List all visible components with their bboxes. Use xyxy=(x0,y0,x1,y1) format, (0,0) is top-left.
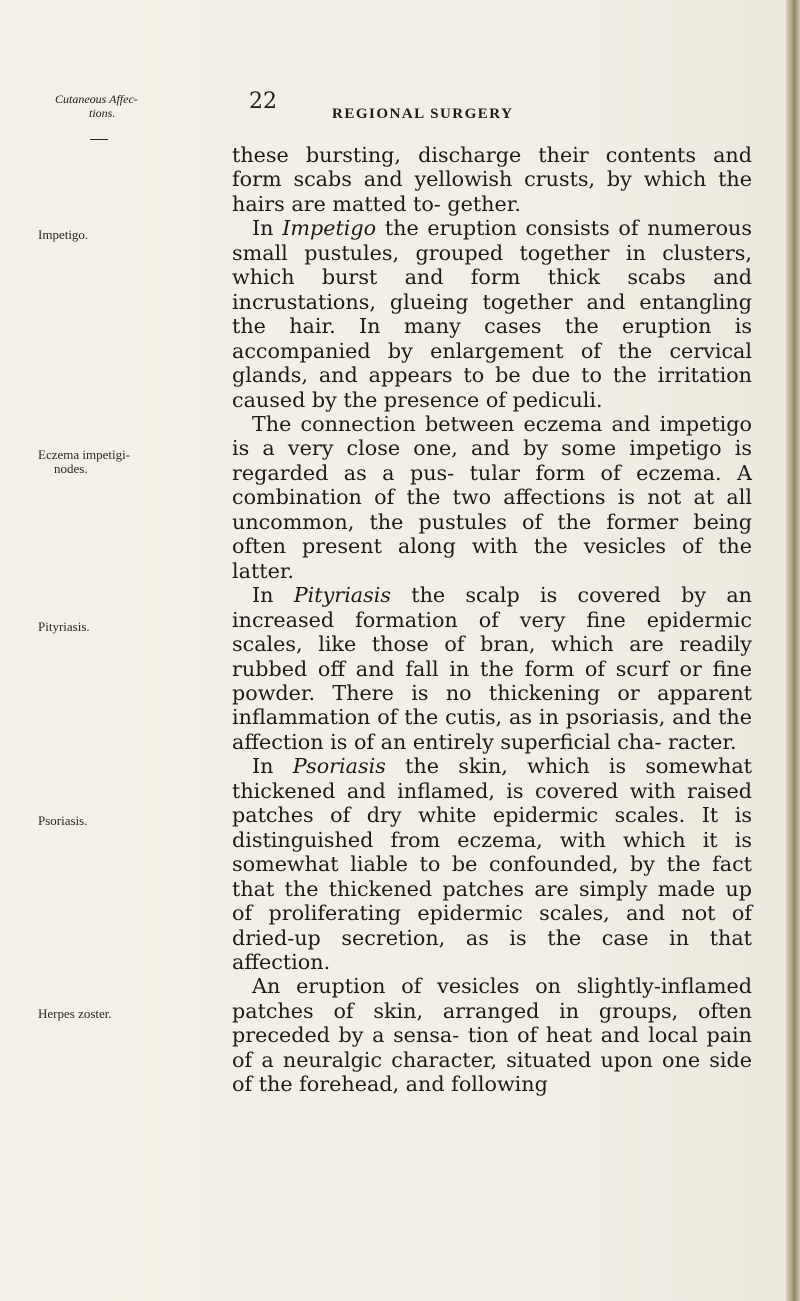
paragraph-pityriasis xyxy=(232,583,752,754)
paragraph-impetigo xyxy=(232,216,752,412)
body-text xyxy=(232,143,752,1097)
paragraph-lead: In xyxy=(252,216,283,241)
paragraph-text: the eruption consists of numerous small pustules, grouped together in clusters, which burst and form thick scabs and incrustations, glueing together and entangling the hair. In many cases the eruption is accompanied by enlargement of the cervical glands, and appears to be due to the irritation caused by the presence of pediculi. xyxy=(232,216,753,412)
sidenote-eczema-impetiginodes xyxy=(38,448,218,476)
sidenote-psoriasis: Psoriasis. xyxy=(38,813,88,828)
sidenote-line: nodes. xyxy=(54,461,88,476)
sidenote-pityriasis: Pityriasis. xyxy=(38,619,90,634)
margin-title-line: tions. xyxy=(89,106,116,120)
paragraph-lead: In xyxy=(252,583,294,608)
term-impetigo: Impetigo xyxy=(282,216,377,241)
margin-section-title xyxy=(55,92,165,120)
page-binding-edge xyxy=(786,0,800,1301)
paragraph-psoriasis xyxy=(232,754,752,974)
header-dash xyxy=(90,139,108,140)
paragraph-continuation: these bursting, discharge their contents and form scabs and yellowish crusts, by which the hairs are matted to- gether. xyxy=(232,143,752,216)
sidenote-impetigo: Impetigo. xyxy=(38,227,89,242)
sidenote-line: Eczema impetigi- xyxy=(38,447,131,462)
paragraph-herpes-zoster: An eruption of vesicles on slightly-inflamed patches of skin, arranged in groups, often preceded by a sensa- tion of heat and local pain of a neuralgic character, situated upon one side of the forehead, and following xyxy=(232,974,752,1097)
page-number: 22 xyxy=(249,89,277,114)
term-psoriasis: Psoriasis xyxy=(292,754,386,779)
margin-title-line: Cutaneous Affec- xyxy=(55,92,138,106)
paragraph-lead: In xyxy=(252,754,293,779)
running-head: REGIONAL SURGERY xyxy=(332,106,514,122)
sidenote-herpes-zoster: Herpes zoster. xyxy=(38,1006,112,1021)
paragraph-text: the scalp is covered by an increased formation of very fine epidermic scales, like those of bran, which are readily rubbed off and fall in the form of scurf or fine powder. There is no thickening or apparent inflammation of the cutis, as in psoriasis, and the affection is of an entirely superficial cha- racter. xyxy=(232,583,752,754)
paragraph-text: the skin, which is somewhat thickened and inflamed, is covered with raised patches of dry white epidermic scales. It is distinguished from eczema, with which it is somewhat liable to be confounded, by the fact that the thickened patches are simply made up of proliferating epidermic scales, and not of dried-up secretion, as is the case in that affection. xyxy=(232,754,752,974)
paragraph-eczema-impetigo: The connection between eczema and impetigo is a very close one, and by some impetigo is regarded as a pus- tular form of eczema. A combination of the two affections is not at all uncommon, the pustules of the former being often present along with the vesicles of the latter. xyxy=(232,411,752,583)
term-pityriasis: Pityriasis xyxy=(293,583,391,608)
